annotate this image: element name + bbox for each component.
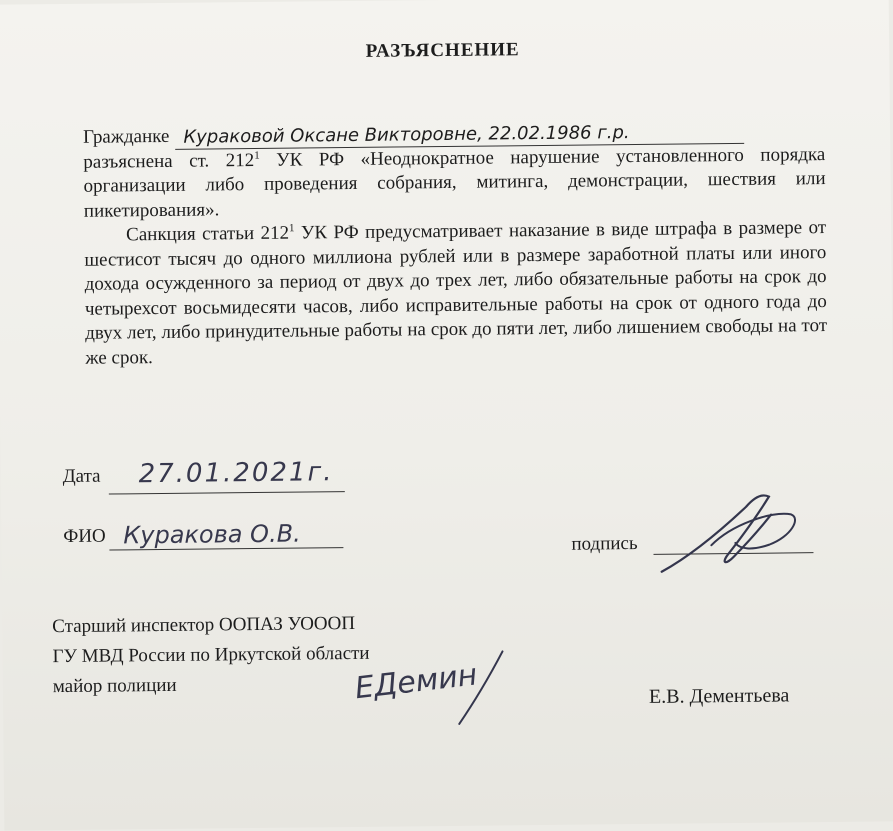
date-label: Дата [62,465,101,488]
date-underline [109,491,345,494]
signature-label: подпись [571,533,638,555]
officer-block [52,609,370,702]
paragraph-1-start: разъяснена ст. 212 [83,149,255,173]
paragraph-2-start: Санкция статьи 212 [126,222,290,246]
officer-position-line2: ГУ МВД России по Иркутской области [52,642,370,668]
document-body [83,118,828,371]
paragraph-2 [84,216,827,371]
officer-position-line3: майор полиции [52,674,177,698]
citizen-signature [651,484,822,586]
fio-label: ФИО [63,525,106,548]
date-handwritten: 27.01.2021г. [138,457,334,490]
officer-position-line1: Старший инспектор ООПАЗ УОООП [52,612,356,638]
addressee-prefix: Гражданке [82,125,170,148]
article-superscript: 1 [288,222,295,235]
officer-signature: ЕДемин [353,657,480,707]
document-title: РАЗЪЯСНЕНИЕ [365,39,520,62]
officer-name: Е.В. Дементьева [648,684,790,708]
paragraph-1 [83,143,826,224]
officer-signature-stroke [452,647,513,728]
paragraph-1-rest: УК РФ «Неоднократное нарушение установленного порядка организации либо проведения собрания, митинга, демонстрации, шествия или пикетирования». [83,143,826,222]
paragraph-2-rest: УК РФ предусматривает наказание в виде штрафа в размере от шестисот тысяч до одного миллиона рублей или в размере заработной платы или иного дохода осужденного за период от двух до трех лет, либо обязательные работы на срок до четырехсот восьмидесяти часов, либо исправительные работы на срок от одного года до двух лет, либо принудительные работы на срок до пяти лет, либо лишением свободы на тот же срок. [84,217,828,369]
article-superscript: 1 [254,149,260,162]
addressee-handwritten: Кураковой Оксане Викторовне, 22.02.1986 г.р. [175,120,744,149]
fio-handwritten: Куракова О.В. [123,519,301,550]
